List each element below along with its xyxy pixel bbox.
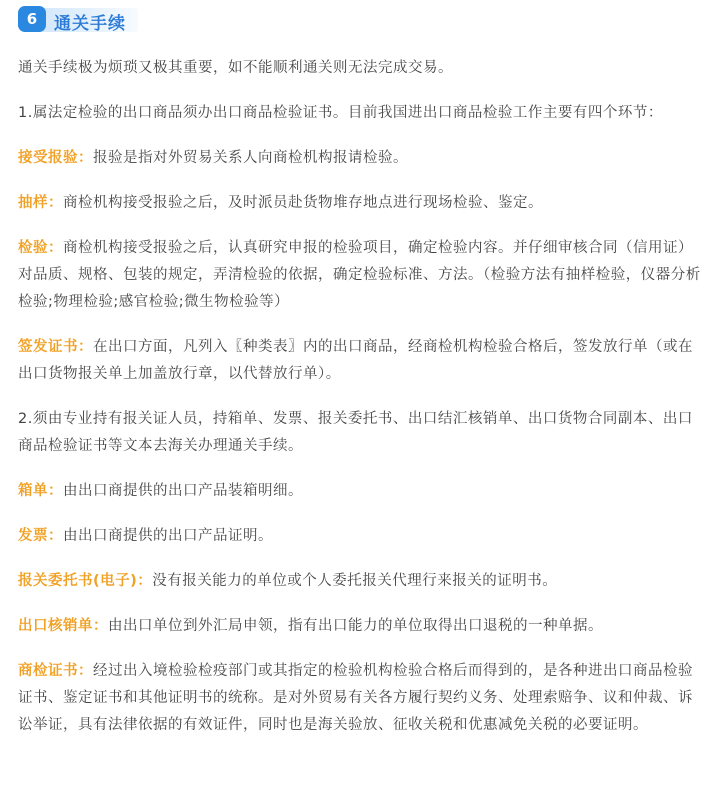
document-item	[18, 613, 702, 640]
document-item	[18, 523, 702, 550]
term-description: 由出口商提供的出口产品装箱明细。	[63, 483, 303, 499]
inspection-step	[18, 190, 702, 217]
section-header	[18, 6, 138, 32]
term-label: 签发证书：	[18, 339, 93, 355]
term-description: 没有报关能力的单位或个人委托报关代理行来报关的证明书。	[152, 573, 558, 589]
term-description: 由出口商提供的出口产品证明。	[63, 528, 273, 544]
term-description: 由出口单位到外汇局申领，指有出口能力的单位取得出口退税的一种单据。	[108, 618, 603, 634]
term-description: 在出口方面，凡列入〖种类表〗内的出口商品，经商检机构检验合格后，签发放行单（或在出口货物报关单上加盖放行章，以代替放行单）。	[18, 339, 693, 382]
inspection-step	[18, 235, 702, 316]
section-2-paragraph: 2.须由专业持有报关证人员，持箱单、发票、报关委托书、出口结汇核销单、出口货物合同副本、出口商品检验证书等文本去海关办理通关手续。	[18, 411, 693, 454]
term-description: 商检机构接受报验之后，认真研究申报的检验项目，确定检验内容。并仔细审核合同（信用证）对品质、规格、包装的规定，弄清检验的依据，确定检验标准、方法。（检验方法有抽样检验，仪器分析检验;物理检验;感官检验;微生物检验等）	[18, 240, 701, 310]
document-item	[18, 658, 702, 739]
term-label: 出口核销单：	[18, 618, 108, 634]
term-description: 经过出入境检验检疫部门或其指定的检验机构检验合格后而得到的，是各种进出口商品检验证书、鉴定证书和其他证明书的统称。是对外贸易有关各方履行契约义务、处理索赔争、议和仲裁、诉讼举证，具有法律依据的有效证件，同时也是海关验放、征收关税和优惠减免关税的必要证明。	[18, 663, 693, 733]
article-body	[18, 55, 702, 739]
section-number-badge: 6	[18, 6, 46, 32]
term-label: 箱单：	[18, 483, 63, 499]
term-label: 商检证书：	[18, 663, 93, 679]
document-item	[18, 568, 702, 595]
document-item	[18, 478, 702, 505]
inspection-step	[18, 145, 702, 172]
term-description: 商检机构接受报验之后，及时派员赴货物堆存地点进行现场检验、鉴定。	[63, 195, 543, 211]
term-label: 接受报验：	[18, 150, 93, 166]
section-title: 通关手续	[54, 14, 126, 34]
term-label: 抽样：	[18, 195, 63, 211]
term-label: 报关委托书(电子)：	[18, 573, 153, 589]
term-label: 发票：	[18, 528, 63, 544]
section-1-paragraph: 1.属法定检验的出口商品须办出口商品检验证书。目前我国进出口商品检验工作主要有四个环节：	[18, 105, 663, 121]
intro-paragraph: 通关手续极为烦琐又极其重要，如不能顺利通关则无法完成交易。	[18, 60, 453, 76]
inspection-step	[18, 334, 702, 388]
term-label: 检验：	[18, 240, 63, 256]
term-description: 报验是指对外贸易关系人向商检机构报请检验。	[93, 150, 408, 166]
